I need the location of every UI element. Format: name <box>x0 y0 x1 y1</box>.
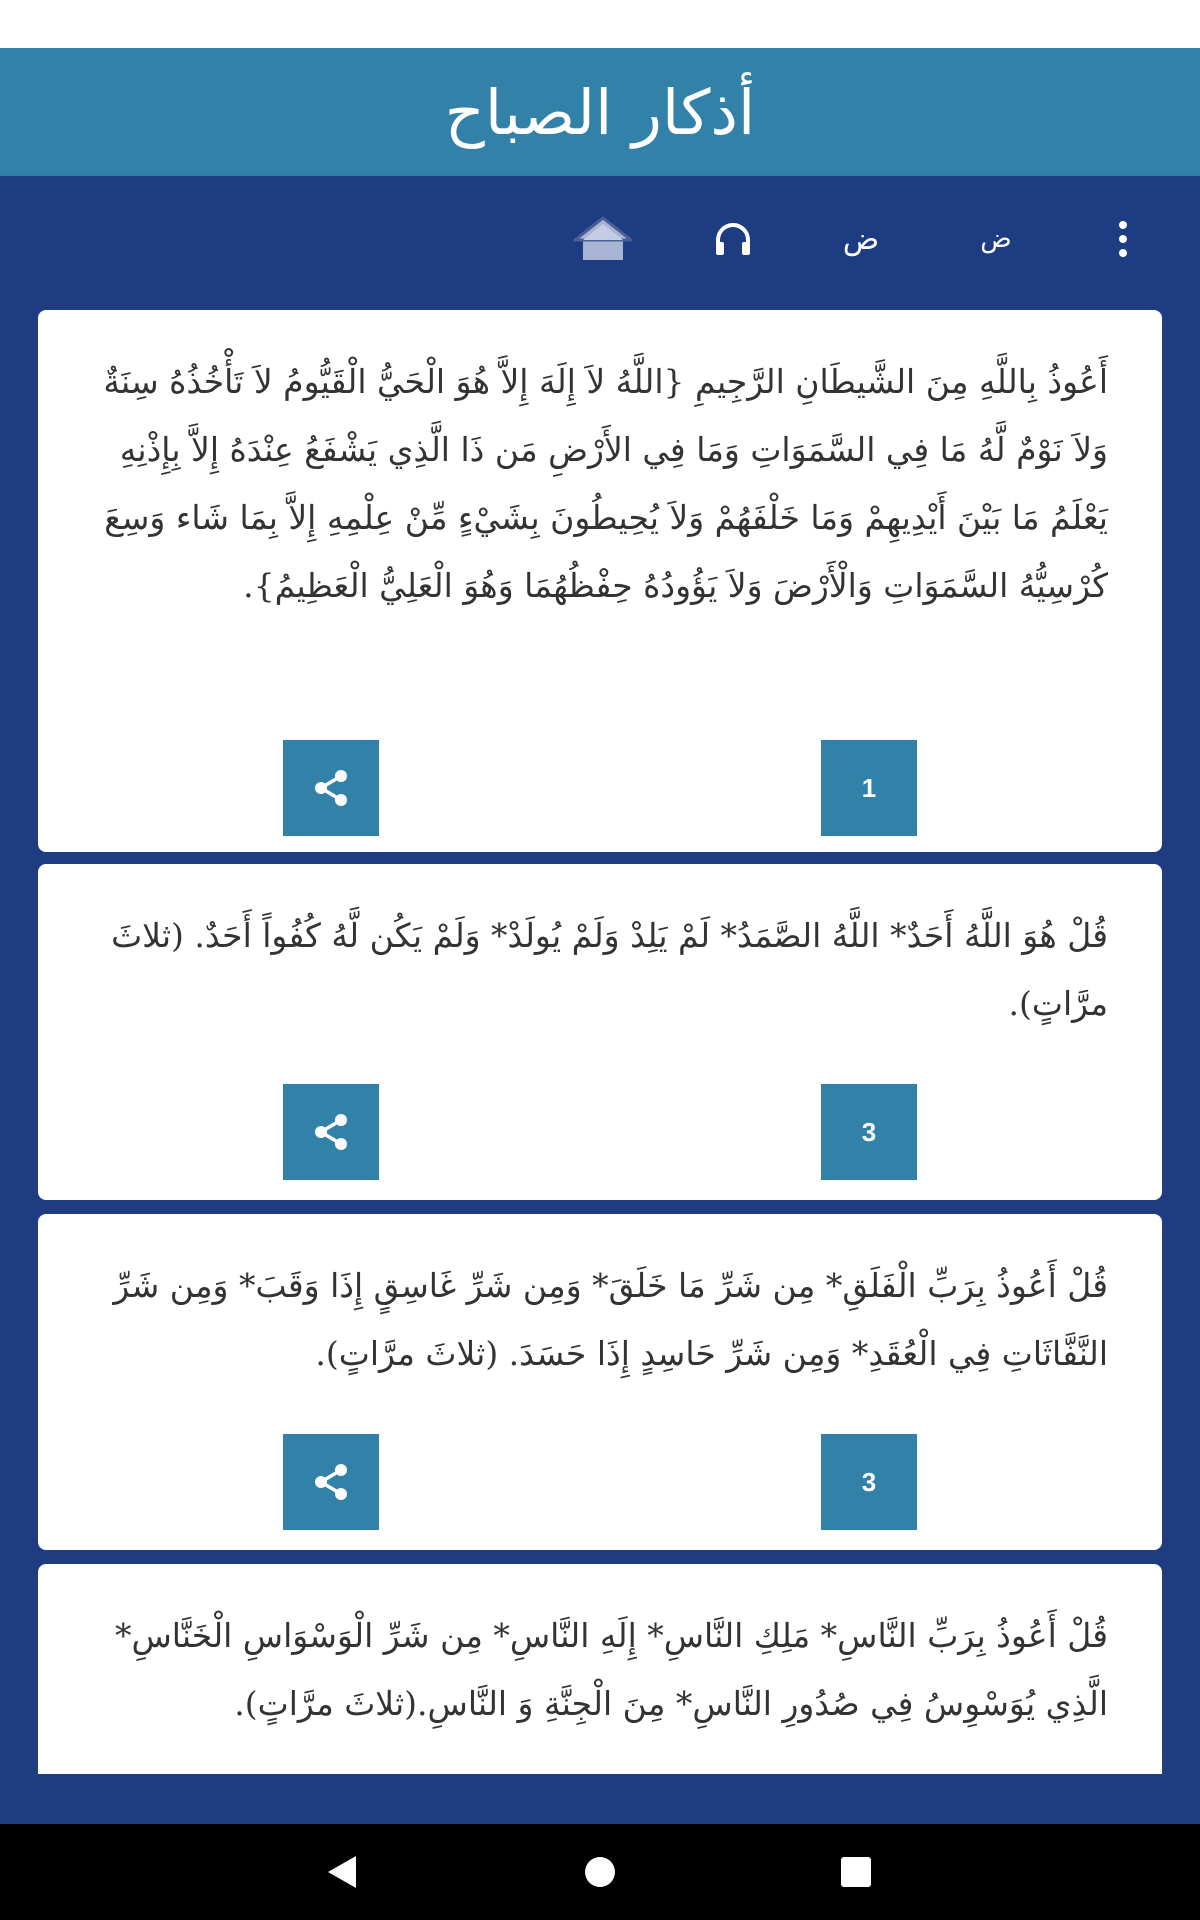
recents-button[interactable] <box>832 1848 880 1896</box>
system-navigation-bar <box>0 1824 1200 1920</box>
dhikr-card <box>38 864 1162 1200</box>
dhikr-text: قُلْ أَعُوذُ بِرَبِّ النَّاسِ* مَلِكِ النَّاسِ* إِلَهِ النَّاسِ* مِن شَرِّ الْوَسْوَاسِ الْخَنَّاسِ* الَّذِي يُوَسْوِسُ فِي صُدُورِ النَّاسِ* مِنَ الْجِنَّةِ وَ النَّاسِ.(ثلاثَ مرَّاتٍ). <box>115 1616 1108 1723</box>
share-icon <box>311 1462 351 1502</box>
dhikr-text: قُلْ هُوَ اللَّهُ أَحَدٌ* اللَّهُ الصَّمَدُ* لَمْ يَلِدْ وَلَمْ يُولَدْ* وَلَمْ يَكُن لَّهُ كُفُواً أَحَدٌ. (ثلاثَ مرَّاتٍ). <box>111 916 1108 1023</box>
toolbar <box>0 176 1200 302</box>
dhikr-card <box>38 1214 1162 1550</box>
headphones-icon <box>713 221 753 257</box>
more-options-button[interactable] <box>1088 204 1158 274</box>
back-icon <box>318 1848 366 1896</box>
audio-button[interactable] <box>698 204 768 274</box>
share-button[interactable] <box>283 1084 379 1180</box>
home-icon <box>571 214 635 264</box>
font-increase-label: ض <box>842 221 880 257</box>
back-button[interactable] <box>318 1848 366 1896</box>
home-circle-icon <box>576 1848 624 1896</box>
home-nav-button[interactable] <box>576 1848 624 1896</box>
font-decrease-button[interactable] <box>961 204 1031 274</box>
share-icon <box>311 1112 351 1152</box>
font-increase-button[interactable] <box>826 204 896 274</box>
share-icon <box>311 768 351 808</box>
dhikr-text: أَعُوذُ بِاللَّهِ مِنَ الشَّيطَانِ الرَّجِيمِ {اللَّهُ لاَ إِلَهَ إِلاَّ هُوَ الْحَيُّ الْقَيُّومُ لاَ تَأْخُذُهُ سِنَةٌ وَلاَ نَوْمٌ لَّهُ مَا فِي السَّمَوَاتِ وَمَا فِي الأَرْضِ مَن ذَا الَّذِي يَشْفَعُ عِنْدَهُ إِلاَّ بِإِذْنِهِ يَعْلَمُ مَا بَيْنَ أَيْدِيهِمْ وَمَا خَلْفَهُمْ وَلاَ يُحِيطُونَ بِشَيْءٍ مِّنْ عِلْمِهِ إِلاَّ بِمَا شَاء وَسِعَ كُرْسِيُّهُ السَّمَوَاتِ وَالْأَرْضَ وَلاَ يَؤُودُهُ حِفْظُهُمَا وَهُوَ الْعَلِيُّ الْعَظِيمُ}. <box>103 362 1108 605</box>
font-decrease-label: ض <box>980 224 1012 254</box>
adhkar-list[interactable] <box>0 302 1200 1774</box>
repeat-counter-button[interactable]: 3 <box>821 1084 917 1180</box>
status-bar <box>0 0 1200 48</box>
list-footer-strip <box>0 1774 1200 1824</box>
dhikr-text: قُلْ أَعُوذُ بِرَبِّ الْفَلَقِ* مِن شَرِّ مَا خَلَقَ* وَمِن شَرِّ غَاسِقٍ إِذَا وَقَبَ* وَمِن شَرِّ النَّفَّاثَاتِ فِي الْعُقَدِ* وَمِن شَرِّ حَاسِدٍ إِذَا حَسَدَ. (ثلاثَ مرَّاتٍ). <box>113 1266 1108 1373</box>
share-button[interactable] <box>283 1434 379 1530</box>
repeat-counter-button[interactable]: 3 <box>821 1434 917 1530</box>
share-button[interactable] <box>283 740 379 836</box>
more-options-icon <box>1117 219 1129 259</box>
home-button[interactable] <box>568 204 638 274</box>
dhikr-card <box>38 1564 1162 1774</box>
repeat-counter-button[interactable]: 1 <box>821 740 917 836</box>
app-header <box>0 48 1200 176</box>
page-title: أذكار الصباح <box>444 75 756 149</box>
recents-icon <box>832 1848 880 1896</box>
dhikr-card <box>38 310 1162 852</box>
